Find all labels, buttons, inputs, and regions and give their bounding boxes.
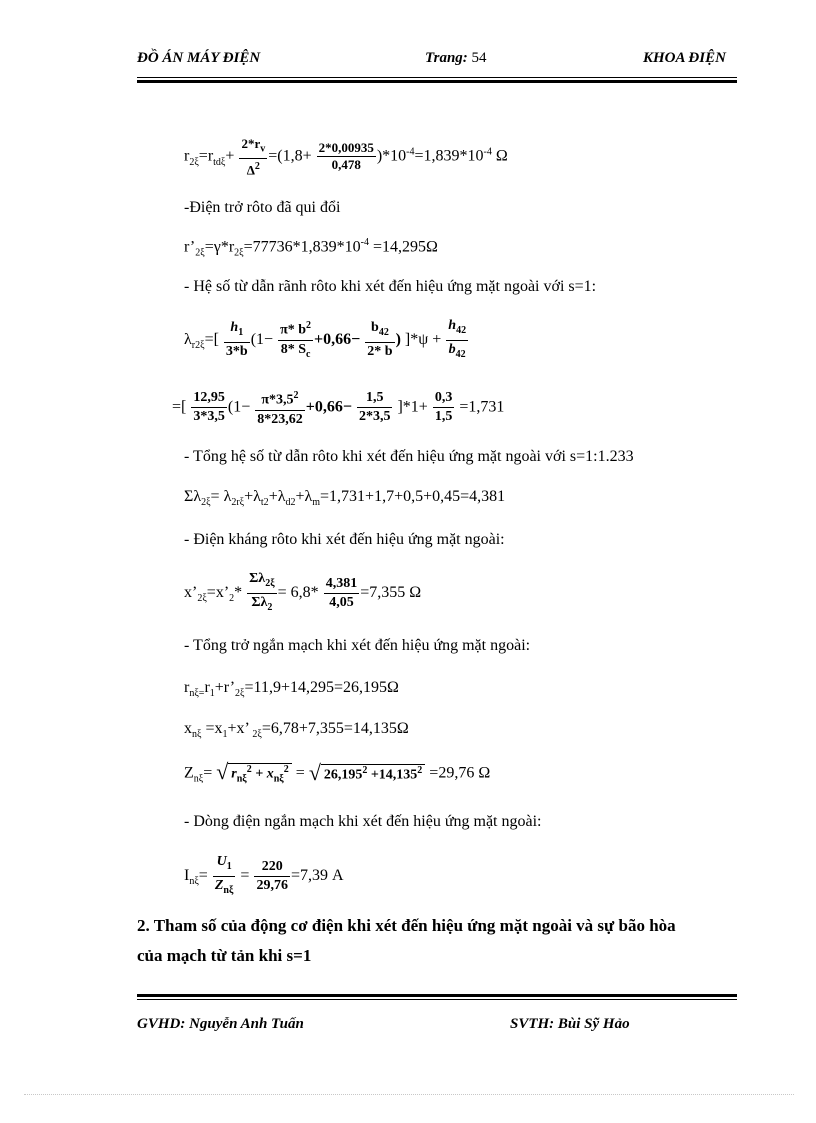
label-impedance: - Tổng trở ngắn mạch khi xét đến hiệu ứng mặt ngoài:	[184, 637, 531, 654]
fraction-03-over-15: $\frac{0,3}{1,5}$	[434, 390, 453, 425]
sqrt-numeric: √ $26,195^2 +14,135^2$	[321, 764, 425, 784]
equation-lambda-formula: $\lambda_{r2\xi}=$[ $\frac{h_1}{3*b}$ (1− $\frac{\pi* b^2}{8* S_c}$ +0,66− $\frac{b_{42}}{2* b}$ ) ]*ψ + $\frac{h_{42}}{b_{42}}$	[184, 317, 469, 364]
equation-in: $I_{n\xi}=$ $\frac{U_1}{Z_{n\xi}}$ = $\frac{220}{29,76}$ =7,39 A	[184, 853, 344, 900]
sqrt-symbolic: √ $r_{n\xi}^2 + x_{n\xi}^2$	[228, 763, 292, 784]
label-current: - Dòng điện ngắn mạch khi xét đến hiệu ứng mặt ngoài:	[184, 813, 542, 830]
footer-right: SVTH: Bùi Sỹ Hảo	[510, 1016, 630, 1032]
header-right: KHOA ĐIỆN	[643, 50, 726, 66]
bottom-dotted-border	[24, 1094, 794, 1095]
equation-lambda-values: =[ $\frac{12,95}{3*3,5}$ (1− $\frac{\pi*3,5^2}{8*23,62}$ +0,66− $\frac{1,5}{2*3,5}$ ]*1+ $\frac{0,3}{1,5}$ =1,731	[172, 387, 504, 429]
equation-sum-lambda: $\Sigma\lambda_{2\xi}= \lambda_{2r\xi}+\lambda_{t2}+\lambda_{d2}+\lambda_m=1,731+1,7+0,5+0,45=4,381$	[184, 488, 506, 509]
section-heading-line1: 2. Tham số của động cơ điện khi xét đến hiệu ứng mặt ngoài và sự bão hòa	[137, 916, 676, 935]
fraction-pi-35: $\frac{\pi*3,5^2}{8*23,62}$	[255, 387, 305, 429]
page-indicator	[425, 50, 487, 67]
fraction-220-2976: $\frac{220}{29,76}$	[256, 858, 288, 893]
header-rule-thick	[137, 80, 737, 83]
equation-xn: $x_{n\xi} =x_1+x$’ $_{2\xi}$=6,78+7,355=14,135Ω	[184, 720, 409, 741]
fraction-numeric: $\frac{2*0,00935}{0,478}$	[318, 140, 374, 173]
footer-rule-thin	[137, 999, 737, 1000]
fraction-u1-zn: $\frac{U_1}{Z_{n\xi}}$	[214, 854, 234, 896]
equation-zn: $Z_{n\xi}=$ √ $r_{n\xi}^2 + x_{n\xi}^2$ = √ $26,195^2 +14,135^2 =29,76$ Ω	[184, 763, 490, 785]
page-label: Trang:	[425, 50, 468, 66]
footer-left: GVHD: Nguyễn Anh Tuấn	[137, 1016, 304, 1032]
section-heading-line2: của mạch từ tản khi s=1	[137, 946, 312, 965]
equation-x2x: $x’_{2\xi}=x’_2*$ $\frac{\Sigma\lambda_{2\xi}}{\Sigma\lambda_2}$ = 6,8* $\frac{4,381}{4,05}$ =7,355 Ω	[184, 570, 421, 617]
fraction-4381-405: $\frac{4,381}{4,05}$	[325, 575, 358, 610]
fraction-h1-3b: $\frac{h_1}{3*b}$	[225, 320, 248, 360]
header-left: ĐỒ ÁN MÁY ĐIỆN	[137, 50, 261, 66]
fraction-h42-b42: $\frac{h_{42}}{b_{42}}$	[448, 318, 467, 360]
page-number: 54	[471, 50, 487, 66]
equation-r2x-prime: $r’_{2\xi}=\gamma*r_{2\xi}=77736*1,839*10^{-4} =14,295\Omega$	[184, 237, 438, 259]
label-rotor-reactance: - Điện kháng rôto khi xét đến hiệu ứng mặt ngoài:	[184, 531, 505, 548]
fraction-b42-2b: $\frac{b_{42}}{2* b}$	[367, 320, 393, 360]
label-total-permeance: - Tổng hệ số từ dẫn rôto khi xét đến hiệu ứng mặt ngoài với s=1:1.233	[184, 448, 634, 465]
fraction-15-over-235: $\frac{1,5}{2*3,5}$	[358, 390, 391, 425]
fraction-2rv-over-delta2: $\frac{2*r_v}{\Delta^2}$	[241, 136, 266, 177]
equation-rn: $r_{n\xi=}r_1+r’_{2\xi}=11,9+14,295=26,195\Omega$	[184, 679, 399, 700]
fraction-pi-b2-8sc: $\frac{\pi* b^2}{8* S_c}$	[278, 317, 313, 363]
label-converted-resistance: -Điện trở rôto đã qui đổi	[184, 199, 341, 216]
header-rule-thin	[137, 77, 737, 78]
label-slot-permeance: - Hệ số từ dẫn rãnh rôto khi xét đến hiệu ứng mặt ngoài với s=1:	[184, 278, 597, 295]
fraction-1295: $\frac{12,95}{3*3,5}$	[193, 390, 225, 425]
fraction-sum-lambda: $\frac{\Sigma\lambda_{2\xi}}{\Sigma\lambda_2}$	[249, 571, 275, 613]
equation-r2x: $r_{2\xi}=r_{td\xi}+$ $\frac{2*r_v}{\Delta^2}$ =(1,8+ $\frac{2*0,00935}{0,478}$ )$*10^{-4}=1,839*10^{-4}$ Ω	[184, 136, 508, 177]
footer-rule-thick	[137, 994, 737, 997]
